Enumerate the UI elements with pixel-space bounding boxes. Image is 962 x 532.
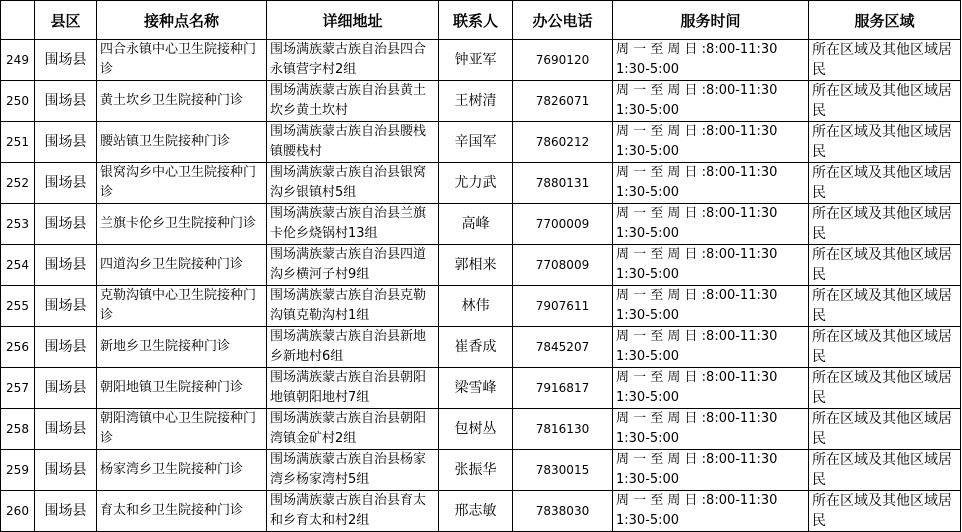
county-cell: 围场县: [35, 450, 97, 491]
header-contact: 联系人: [439, 1, 513, 40]
service-time-weekdays: 周 一 至 周 日 :8:00-11:30: [616, 329, 778, 344]
phone-cell: 7907611: [513, 286, 613, 327]
service-area-cell: 所在区域及其他区域居民: [809, 163, 961, 204]
site-name-cell: 朝阳湾镇中心卫生院接种门诊: [97, 409, 267, 450]
table-row: [1, 245, 961, 286]
service-time-afternoon: 1:30-5:00: [616, 513, 680, 528]
service-time-cell: [613, 327, 809, 368]
row-index-cell: 256: [1, 327, 35, 368]
service-time-cell: [613, 40, 809, 81]
header-phone: 办公电话: [513, 1, 613, 40]
service-time-afternoon: 1:30-5:00: [616, 267, 680, 282]
row-index-cell: 259: [1, 450, 35, 491]
table-row: [1, 122, 961, 163]
contact-cell: 邢志敏: [439, 491, 513, 532]
address-cell: 围场满族蒙古族自治县杨家湾乡杨家湾村5组: [267, 450, 439, 491]
phone-cell: 7916817: [513, 368, 613, 409]
header-index: [1, 1, 35, 40]
service-area-cell: 所在区域及其他区域居民: [809, 450, 961, 491]
row-index-cell: 251: [1, 122, 35, 163]
phone-cell: 7838030: [513, 491, 613, 532]
table-row: [1, 327, 961, 368]
phone-cell: 7816130: [513, 409, 613, 450]
row-index-cell: 254: [1, 245, 35, 286]
county-cell: 围场县: [35, 286, 97, 327]
service-time-weekdays: 周 一 至 周 日 :8:00-11:30: [616, 42, 778, 57]
service-time-cell: [613, 204, 809, 245]
site-name-cell: 育太和乡卫生院接种门诊: [97, 491, 267, 532]
address-cell: 围场满族蒙古族自治县银窝沟乡银镇村5组: [267, 163, 439, 204]
county-cell: 围场县: [35, 40, 97, 81]
row-index-cell: 255: [1, 286, 35, 327]
service-area-cell: 所在区域及其他区域居民: [809, 81, 961, 122]
service-area-cell: 所在区域及其他区域居民: [809, 245, 961, 286]
service-time-weekdays: 周 一 至 周 日 :8:00-11:30: [616, 124, 778, 139]
service-time-cell: [613, 409, 809, 450]
row-index-cell: 257: [1, 368, 35, 409]
service-time-weekdays: 周 一 至 周 日 :8:00-11:30: [616, 288, 778, 303]
contact-cell: 崔香成: [439, 327, 513, 368]
table-row: [1, 81, 961, 122]
address-cell: 围场满族蒙古族自治县黄土坎乡黄土坎村: [267, 81, 439, 122]
service-time-afternoon: 1:30-5:00: [616, 472, 680, 487]
service-time-cell: [613, 368, 809, 409]
address-cell: 围场满族蒙古族自治县四合永镇营字村2组: [267, 40, 439, 81]
service-area-cell: 所在区域及其他区域居民: [809, 286, 961, 327]
site-name-cell: 黄土坎乡卫生院接种门诊: [97, 81, 267, 122]
phone-cell: 7830015: [513, 450, 613, 491]
table-row: [1, 409, 961, 450]
county-cell: 围场县: [35, 491, 97, 532]
row-index-cell: 253: [1, 204, 35, 245]
service-time-weekdays: 周 一 至 周 日 :8:00-11:30: [616, 83, 778, 98]
row-index-cell: 252: [1, 163, 35, 204]
contact-cell: 钟亚军: [439, 40, 513, 81]
row-index-cell: 260: [1, 491, 35, 532]
phone-cell: 7845207: [513, 327, 613, 368]
site-name-cell: 克勒沟镇中心卫生院接种门诊: [97, 286, 267, 327]
service-time-weekdays: 周 一 至 周 日 :8:00-11:30: [616, 206, 778, 221]
county-cell: 围场县: [35, 122, 97, 163]
service-time-cell: [613, 163, 809, 204]
service-area-cell: 所在区域及其他区域居民: [809, 491, 961, 532]
header-row: [1, 1, 961, 40]
contact-cell: 高峰: [439, 204, 513, 245]
service-time-weekdays: 周 一 至 周 日 :8:00-11:30: [616, 493, 778, 508]
contact-cell: 辛国军: [439, 122, 513, 163]
site-name-cell: 朝阳地镇卫生院接种门诊: [97, 368, 267, 409]
service-time-weekdays: 周 一 至 周 日 :8:00-11:30: [616, 370, 778, 385]
header-site-name: 接种点名称: [97, 1, 267, 40]
service-time-afternoon: 1:30-5:00: [616, 308, 680, 323]
county-cell: 围场县: [35, 163, 97, 204]
header-address: 详细地址: [267, 1, 439, 40]
service-time-afternoon: 1:30-5:00: [616, 431, 680, 446]
service-time-afternoon: 1:30-5:00: [616, 103, 680, 118]
contact-cell: 梁雪峰: [439, 368, 513, 409]
county-cell: 围场县: [35, 327, 97, 368]
contact-cell: 王树清: [439, 81, 513, 122]
site-name-cell: 银窝沟乡中心卫生院接种门诊: [97, 163, 267, 204]
address-cell: 围场满族蒙古族自治县四道沟乡横河子村9组: [267, 245, 439, 286]
address-cell: 围场满族蒙古族自治县朝阳湾镇金矿村2组: [267, 409, 439, 450]
site-name-cell: 四道沟乡卫生院接种门诊: [97, 245, 267, 286]
table-row: [1, 491, 961, 532]
address-cell: 围场满族蒙古族自治县朝阳地镇朝阳地村7组: [267, 368, 439, 409]
service-time-cell: [613, 450, 809, 491]
contact-cell: 包树丛: [439, 409, 513, 450]
table-row: [1, 368, 961, 409]
contact-cell: 郭相来: [439, 245, 513, 286]
table-row: [1, 286, 961, 327]
phone-cell: 7690120: [513, 40, 613, 81]
service-time-weekdays: 周 一 至 周 日 :8:00-11:30: [616, 247, 778, 262]
service-area-cell: 所在区域及其他区域居民: [809, 122, 961, 163]
county-cell: 围场县: [35, 245, 97, 286]
service-time-afternoon: 1:30-5:00: [616, 349, 680, 364]
site-name-cell: 四合永镇中心卫生院接种门诊: [97, 40, 267, 81]
row-index-cell: 250: [1, 81, 35, 122]
service-time-cell: [613, 245, 809, 286]
table-row: [1, 204, 961, 245]
phone-cell: 7708009: [513, 245, 613, 286]
phone-cell: 7700009: [513, 204, 613, 245]
contact-cell: 林伟: [439, 286, 513, 327]
contact-cell: 尤力武: [439, 163, 513, 204]
service-area-cell: 所在区域及其他区域居民: [809, 204, 961, 245]
phone-cell: 7826071: [513, 81, 613, 122]
service-area-cell: 所在区域及其他区域居民: [809, 40, 961, 81]
header-county: 县区: [35, 1, 97, 40]
address-cell: 围场满族蒙古族自治县育太和乡育太和村2组: [267, 491, 439, 532]
service-time-weekdays: 周 一 至 周 日 :8:00-11:30: [616, 165, 778, 180]
service-area-cell: 所在区域及其他区域居民: [809, 409, 961, 450]
phone-cell: 7880131: [513, 163, 613, 204]
row-index-cell: 258: [1, 409, 35, 450]
county-cell: 围场县: [35, 409, 97, 450]
service-time-weekdays: 周 一 至 周 日 :8:00-11:30: [616, 452, 778, 467]
table-row: [1, 40, 961, 81]
service-time-weekdays: 周 一 至 周 日 :8:00-11:30: [616, 411, 778, 426]
service-time-cell: [613, 122, 809, 163]
site-name-cell: 杨家湾乡卫生院接种门诊: [97, 450, 267, 491]
service-area-cell: 所在区域及其他区域居民: [809, 368, 961, 409]
service-time-cell: [613, 491, 809, 532]
address-cell: 围场满族蒙古族自治县新地乡新地村6组: [267, 327, 439, 368]
phone-cell: 7860212: [513, 122, 613, 163]
service-time-cell: [613, 81, 809, 122]
header-service-area: 服务区域: [809, 1, 961, 40]
site-name-cell: 新地乡卫生院接种门诊: [97, 327, 267, 368]
county-cell: 围场县: [35, 204, 97, 245]
contact-cell: 张振华: [439, 450, 513, 491]
service-time-afternoon: 1:30-5:00: [616, 144, 680, 159]
site-name-cell: 兰旗卡伦乡卫生院接种门诊: [97, 204, 267, 245]
county-cell: 围场县: [35, 368, 97, 409]
service-time-afternoon: 1:30-5:00: [616, 62, 680, 77]
header-service-time: 服务时间: [613, 1, 809, 40]
site-name-cell: 腰站镇卫生院接种门诊: [97, 122, 267, 163]
table-row: [1, 450, 961, 491]
address-cell: 围场满族蒙古族自治县兰旗卡伦乡烧锅村13组: [267, 204, 439, 245]
address-cell: 围场满族蒙古族自治县腰栈镇腰栈村: [267, 122, 439, 163]
address-cell: 围场满族蒙古族自治县克勒沟镇克勒沟村1组: [267, 286, 439, 327]
service-time-afternoon: 1:30-5:00: [616, 226, 680, 241]
table-row: [1, 163, 961, 204]
service-area-cell: 所在区域及其他区域居民: [809, 327, 961, 368]
county-cell: 围场县: [35, 81, 97, 122]
service-time-afternoon: 1:30-5:00: [616, 390, 680, 405]
service-time-afternoon: 1:30-5:00: [616, 185, 680, 200]
row-index-cell: 249: [1, 40, 35, 81]
service-time-cell: [613, 286, 809, 327]
